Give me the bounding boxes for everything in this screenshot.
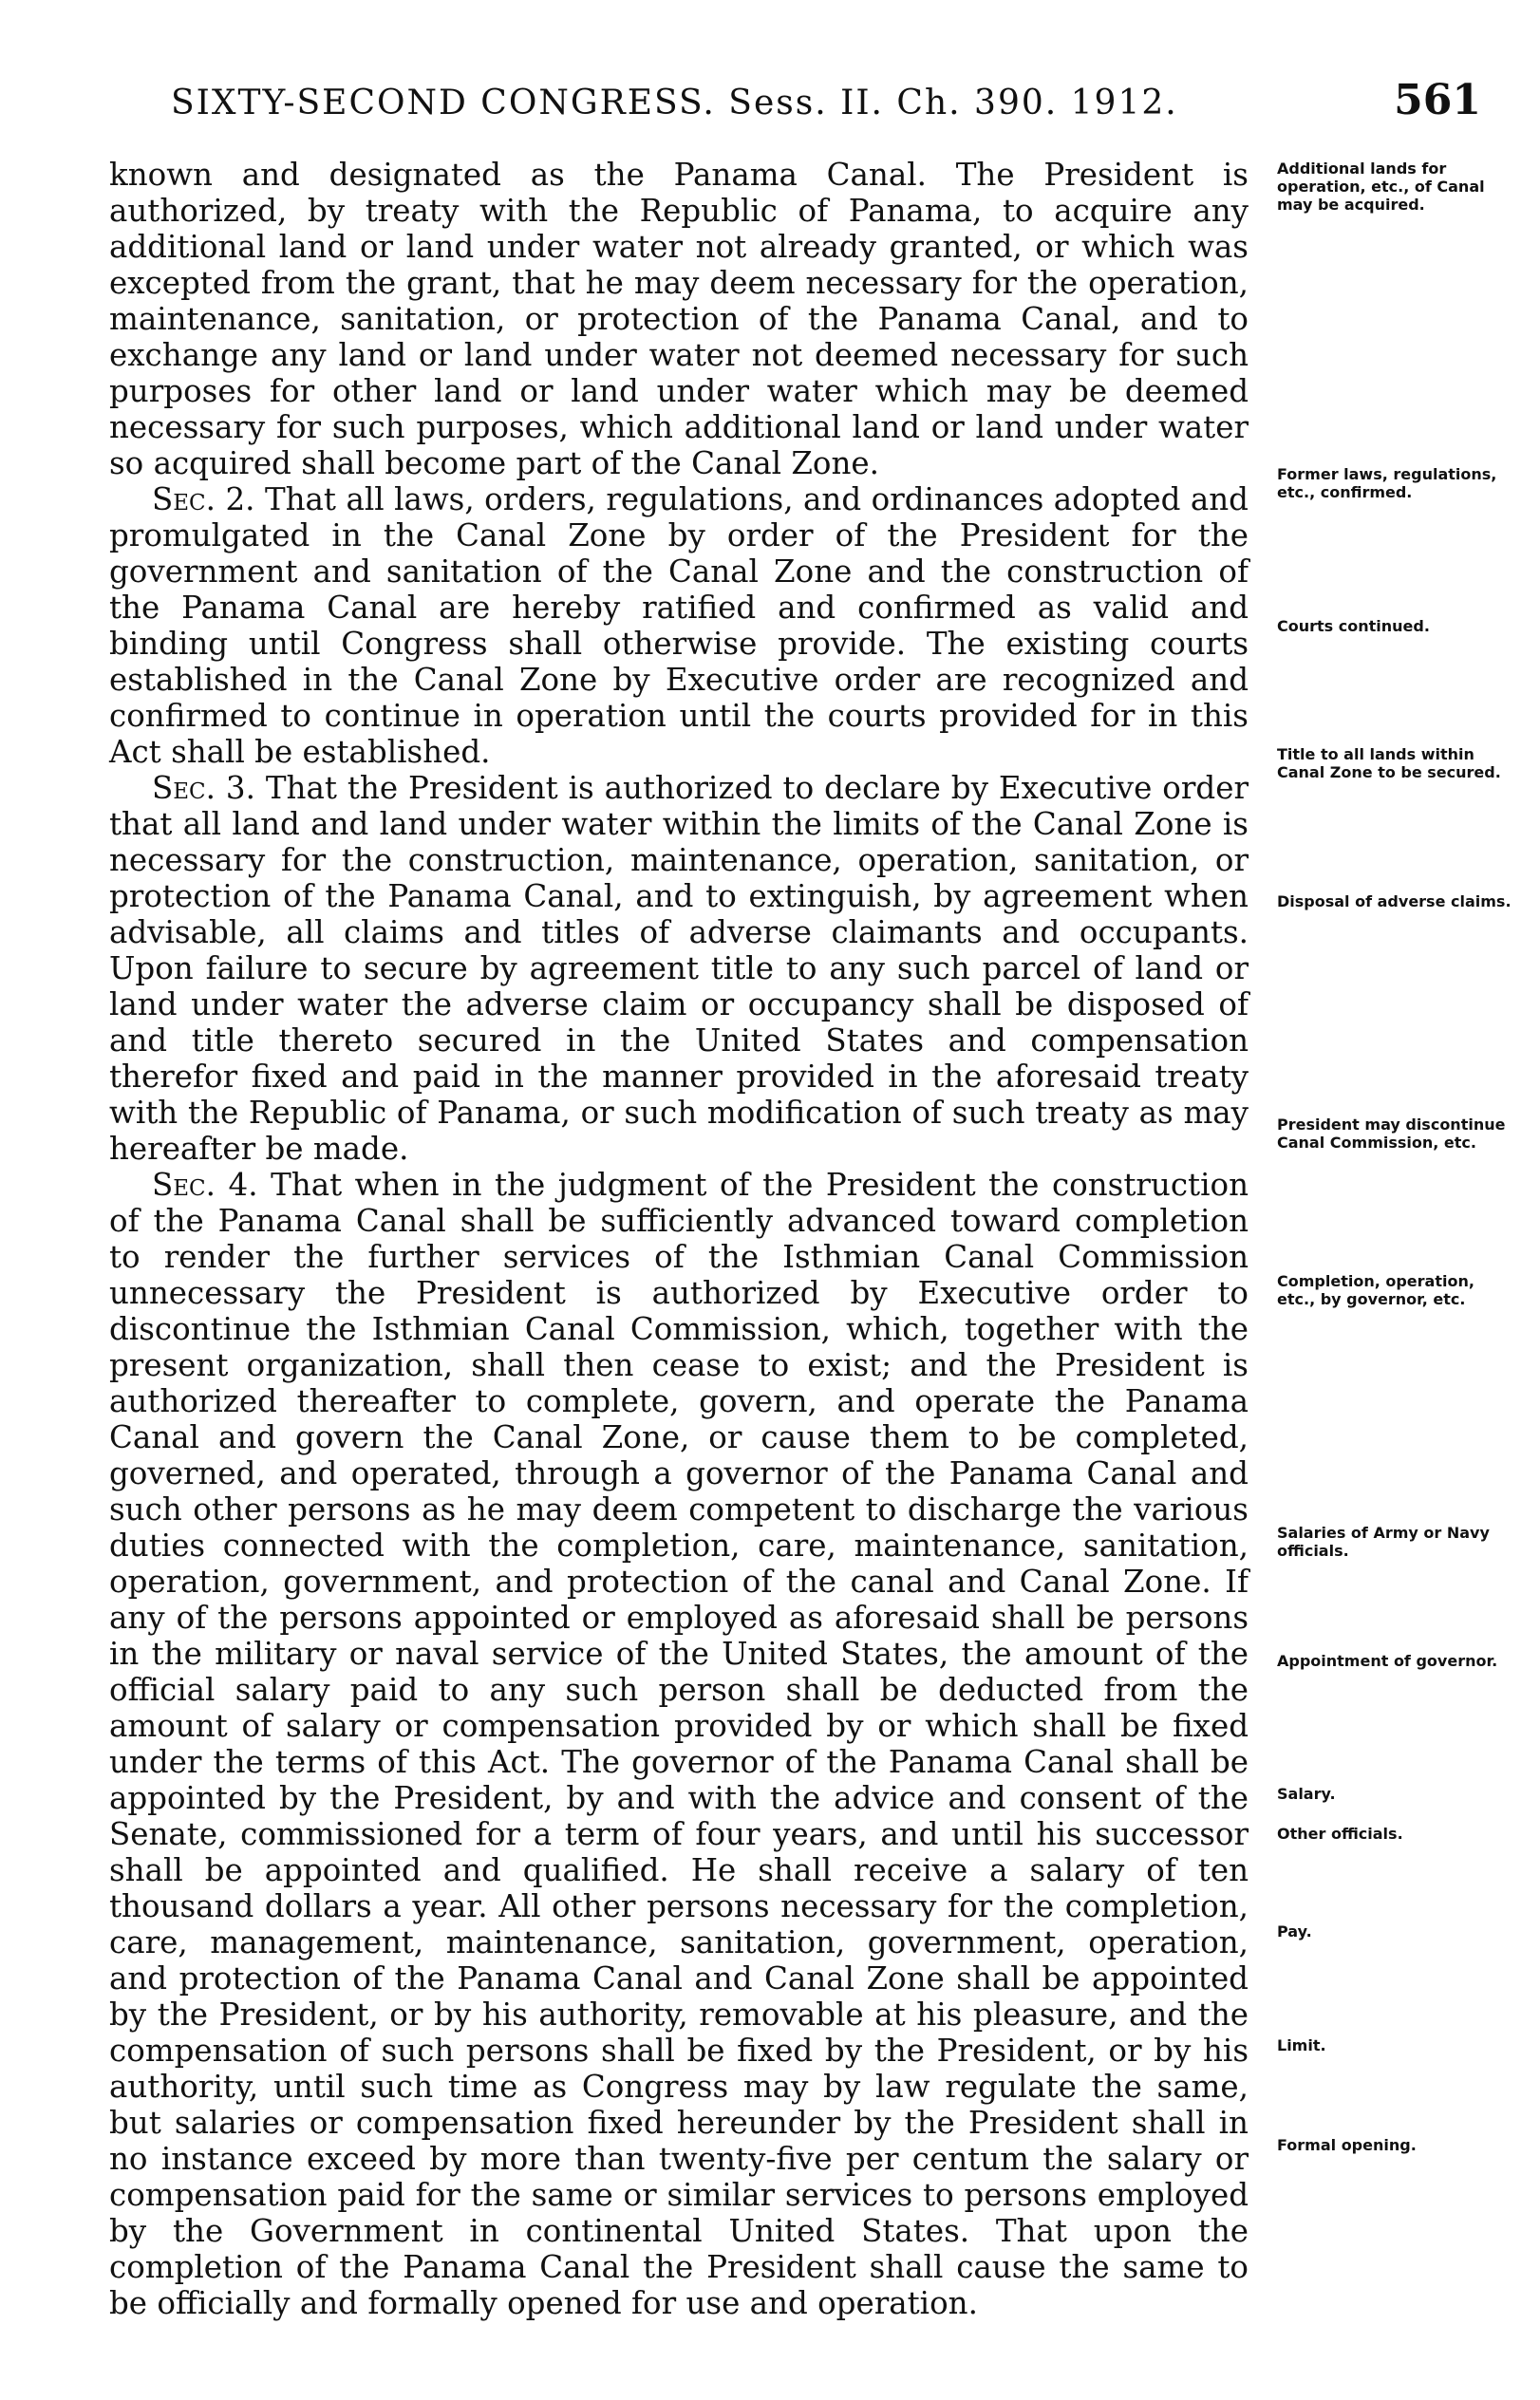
paragraph-sec-2 (109, 481, 1249, 770)
section-text: That all laws, orders, regulations, and ordinances adopted and promulgated in the Canal Zone by order of the President for the government and sanitation of the Canal Zone and the construction of the Panama Canal are hereby ratified and confirmed as valid and binding until Congress shall otherwise provide. The existing courts established in the Canal Zone by Executive order are recognized and confirmed to continue in operation until the courts provided for in this Act shall be established. (109, 481, 1249, 770)
section-text: That when in the judgment of the President the construction of the Panama Canal shall be sufficiently advanced toward completion to render the further services of the Isthmian Canal Commission unnecessary the President is authorized by Executive order to discontinue the Isthmian Canal Commission, which, together with the present organization, shall then cease to exist; and the President is authorized thereafter to complete, govern, and operate the Panama Canal and govern the Canal Zone, or cause them to be completed, governed, and operated, through a governor of the Panama Canal and such other persons as he may deem competent to discharge the various duties connected with the completion, care, maintenance, sanitation, operation, government, and protection of the canal and Canal Zone. If any of the persons appointed or employed as aforesaid shall be persons in the military or naval service of the United States, the amount of the official salary paid to any such person shall be deducted from the amount of salary or compensation provided by or which shall be fixed under the terms of this Act. The governor of the Panama Canal shall be appointed by the President, by and with the advice and consent of the Senate, commissioned for a term of four years, and until his successor shall be appointed and qualified. He shall receive a salary of ten thousand dollars a year. All other persons necessary for the completion, care, management, maintenance, sanitation, government, operation, and protection of the Panama Canal and Canal Zone shall be appointed by the President, or by his authority, removable at his pleasure, and the compensation of such persons shall be fixed by the President, or by his authority, until such time as Congress may by law regulate the same, but salaries or compensation fixed hereunder by the President shall in no instance exceed by more than twenty-five per centum the salary or compensation paid for the same or similar services to persons employed by the Government in continental United States. That upon the completion of the Panama Canal the President shall cause the same to be officially and formally opened for use and operation. (109, 1167, 1249, 2321)
section-label: Sec. 4. (152, 1167, 258, 1203)
side-note: Completion, operation, etc., by governor, etc. (1277, 1272, 1474, 1308)
side-note: Salary. (1277, 1785, 1336, 1803)
side-note: Appointment of governor. (1277, 1652, 1498, 1670)
side-note: Former laws, regulations, etc., confirmed. (1277, 465, 1497, 501)
side-note: Additional lands for operation, etc., of Canal may be acquired. (1277, 159, 1485, 214)
side-note: Pay. (1277, 1922, 1312, 1941)
section-label: Sec. 3. (152, 770, 255, 806)
body-text (109, 157, 1249, 2321)
page-number: 561 (1394, 76, 1481, 124)
running-head-title: SIXTY-SECOND CONGRESS. Sess. II. Ch. 390. 1912. (171, 84, 1178, 122)
side-note: Salaries of Army or Navy officials. (1277, 1524, 1490, 1560)
section-label: Sec. 2. (152, 481, 255, 517)
paragraph-canal-lands: known and designated as the Panama Canal. The President is authorized, by treaty with the Republic of Panama, to acquire any additional land or land under water not already granted, or which was excepted from the grant, that he may deem necessary for the operation, maintenance, sanitation, or protection of the Panama Canal, and to exchange any land or land under water not deemed necessary for such purposes for other land or land under water which may be deemed necessary for such purposes, which additional land or land under water so acquired shall become part of the Canal Zone. (109, 157, 1249, 481)
paragraph-sec-4 (109, 1167, 1249, 2321)
running-head (133, 76, 1481, 133)
side-note: Disposal of adverse claims. (1277, 892, 1512, 910)
side-note: Title to all lands within Canal Zone to be secured. (1277, 745, 1501, 781)
side-note: President may discontinue Canal Commission, etc. (1277, 1116, 1506, 1152)
section-text: That the President is authorized to declare by Executive order that all land and land under water within the limits of the Canal Zone is necessary for the construction, maintenance, operation, sanitation, or protection of the Panama Canal, and to extinguish, by agreement when advisable, all claims and titles of adverse claimants and occupants. Upon failure to secure by agreement title to any such parcel of land or land under water the adverse claim or occupancy shall be disposed of and title thereto secured in the United States and compensation therefor fixed and paid in the manner provided in the aforesaid treaty with the Republic of Panama, or such modification of such treaty as may hereafter be made. (109, 770, 1249, 1167)
side-note: Courts continued. (1277, 617, 1430, 635)
side-note: Limit. (1277, 2036, 1326, 2054)
paragraph-sec-3 (109, 770, 1249, 1167)
side-note: Formal opening. (1277, 2136, 1417, 2154)
side-note: Other officials. (1277, 1825, 1403, 1843)
